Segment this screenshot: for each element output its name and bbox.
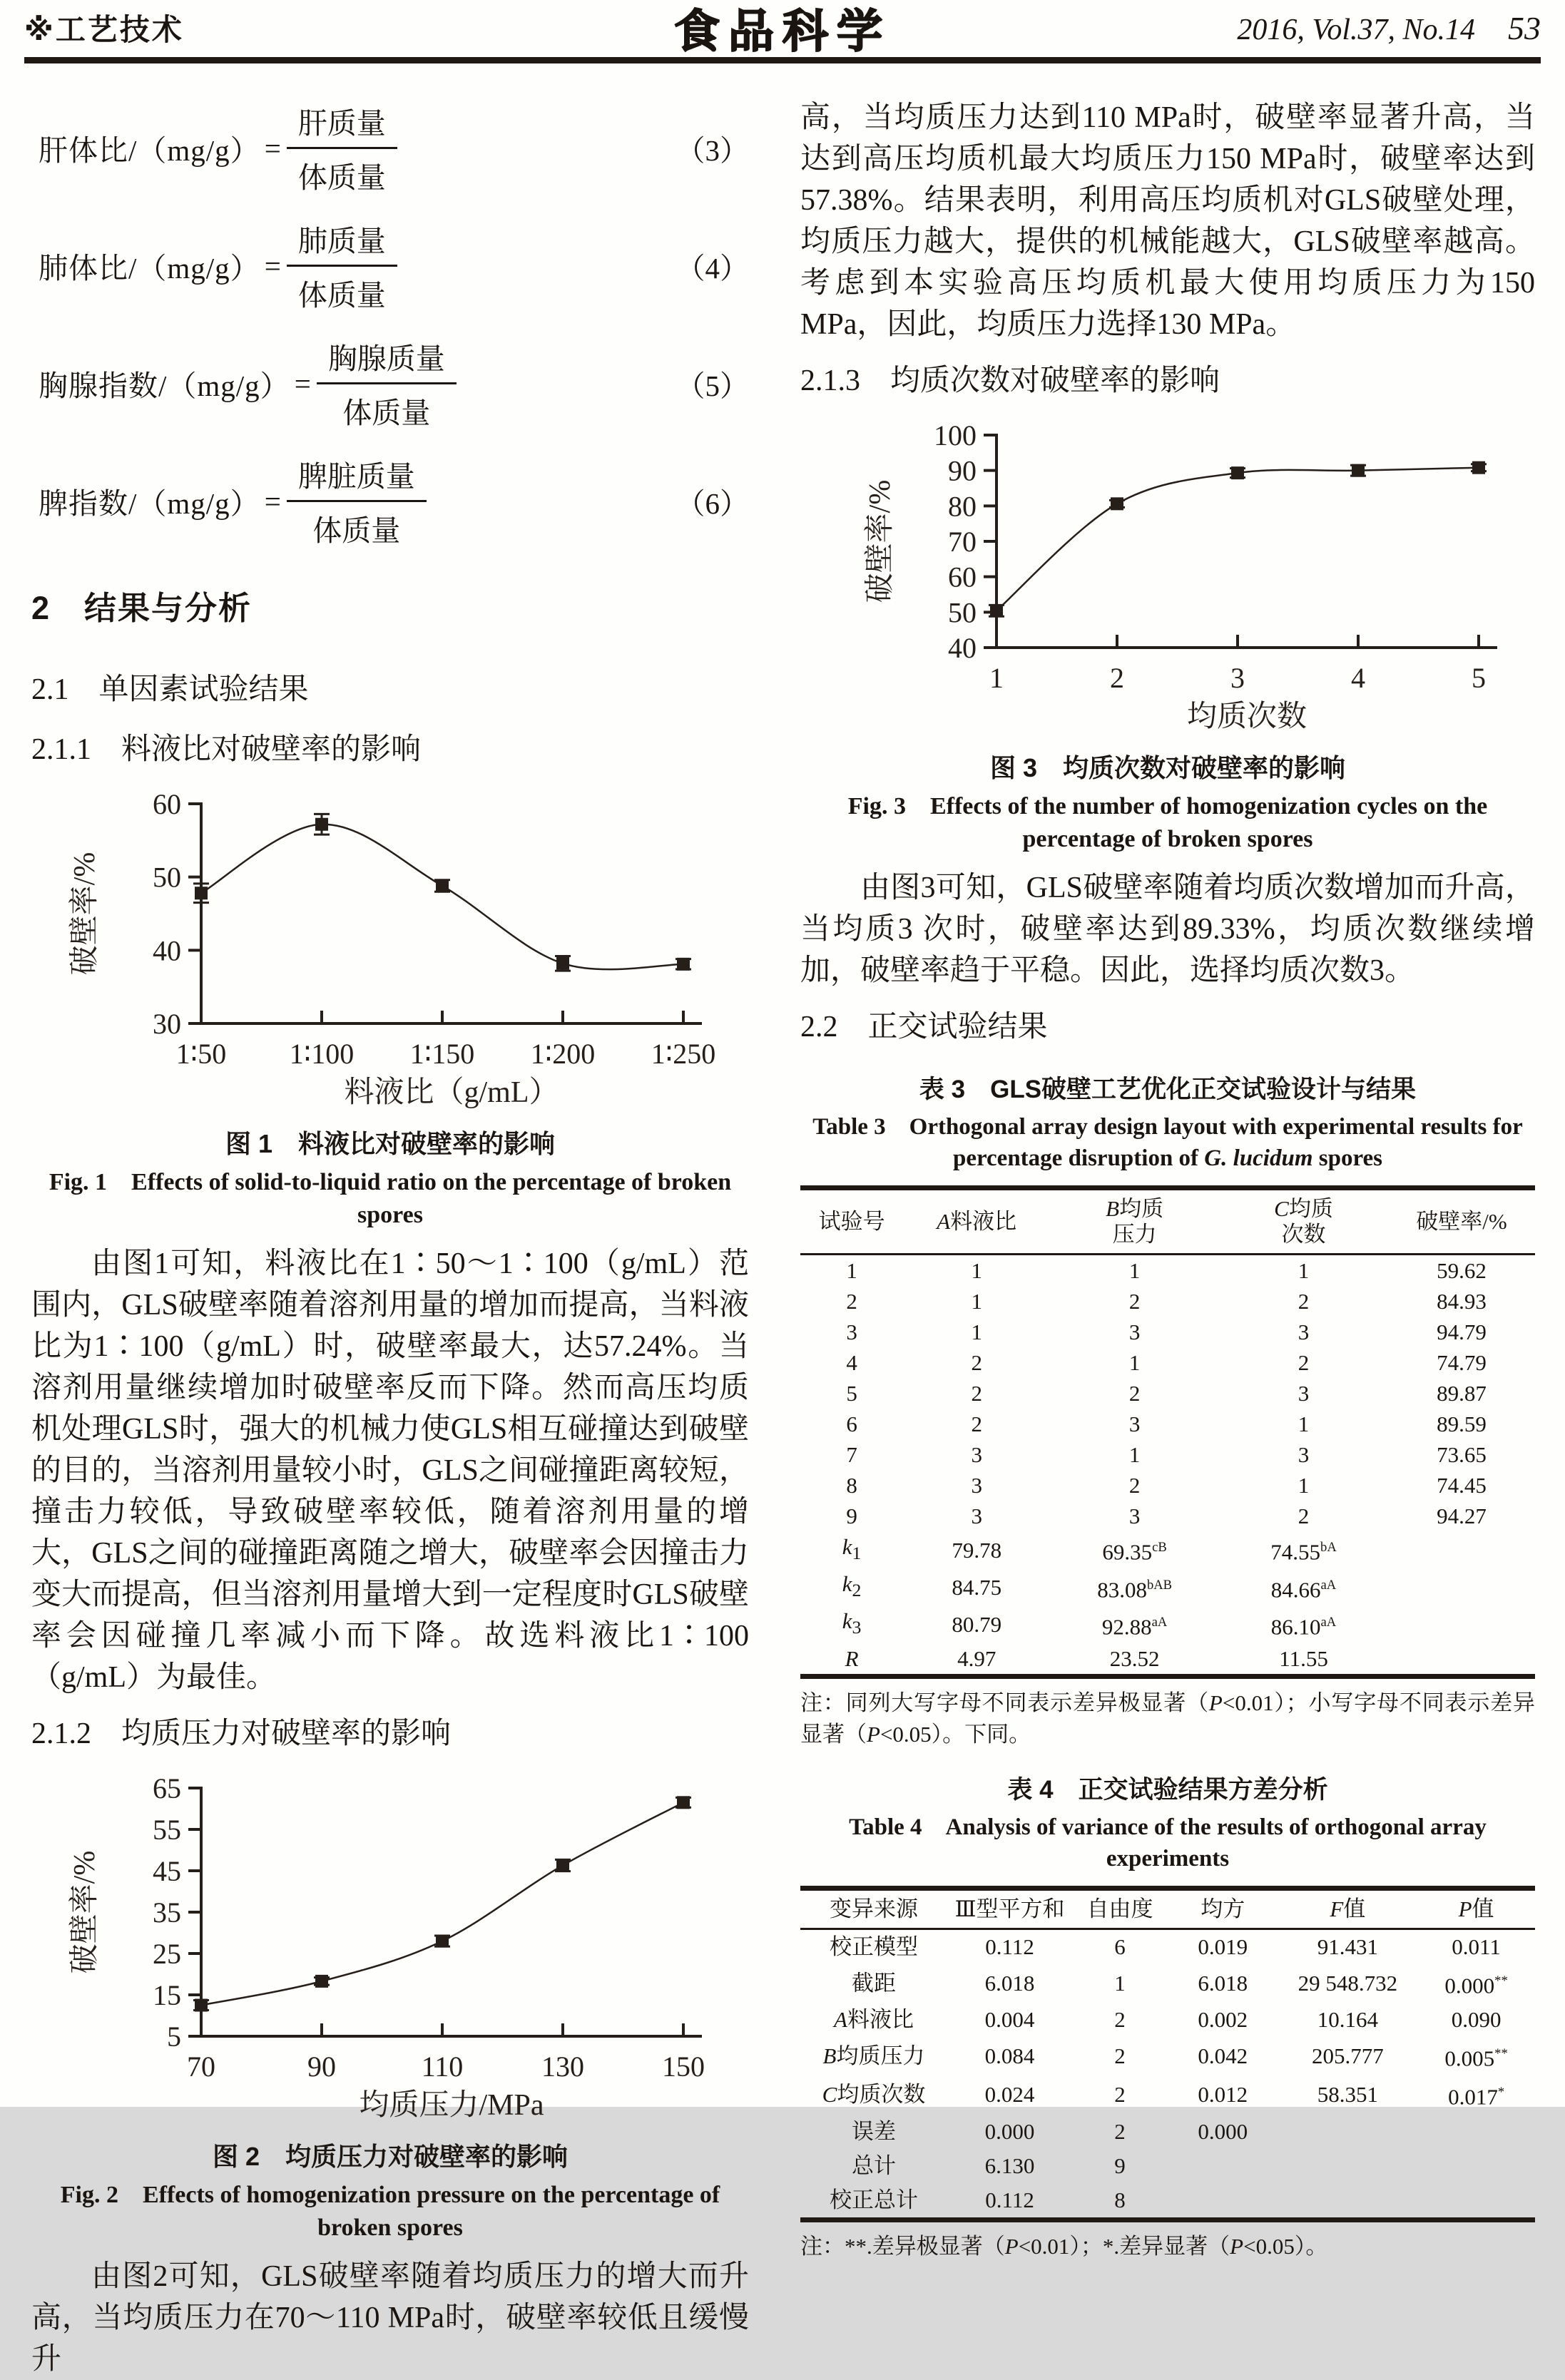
header-rule	[24, 57, 1541, 63]
paragraph-fig3-discussion: 由图3可知，GLS破壁率随着均质次数增加而升高，当均质3 次时，破壁率达到89.33%，均质次数继续增加，破壁率趋于平稳。因此，选择均质次数3。	[800, 872, 1535, 987]
table-cell: $k_2$	[842, 1571, 862, 1601]
table-cell: 6	[1114, 1934, 1126, 1959]
table-row	[800, 2075, 1535, 2114]
table-row	[800, 1347, 1535, 1378]
table-cell: 2	[1114, 2043, 1126, 2069]
table-cell: 0.017*	[1448, 2084, 1505, 2110]
error-bars	[193, 1797, 691, 2010]
table-cell: 总计	[852, 2152, 896, 2178]
x-axis-title: 均质次数	[1186, 700, 1307, 733]
y-axis-title: 破壁率/%	[68, 852, 101, 976]
table-cell	[1168, 2183, 1278, 2220]
table-cell: $92.88^{aA}$	[1101, 1614, 1168, 1640]
svg-text:5: 5	[1472, 662, 1486, 694]
table-row	[800, 1605, 1535, 1643]
table-cell: 1	[846, 1258, 857, 1283]
equation-number: （3）	[676, 134, 749, 167]
page-header	[24, 6, 1541, 57]
table-cell	[1278, 2149, 1417, 2183]
table-cell: 2	[971, 1411, 982, 1436]
orthogonal-design-table	[800, 1185, 1535, 1679]
svg-text:5: 5	[167, 2021, 181, 2053]
formula	[39, 453, 749, 549]
table-cell: 1	[1298, 1473, 1310, 1498]
table-cell	[1417, 2149, 1535, 2183]
table-row	[800, 1286, 1535, 1317]
svg-text:110: 110	[421, 2050, 464, 2083]
figure-2	[31, 1762, 749, 2244]
svg-text:45: 45	[153, 1855, 181, 1887]
table-cell: 0.004	[984, 2006, 1035, 2032]
data-point-markers	[195, 1796, 690, 2011]
table-cell: 3	[1128, 1411, 1141, 1436]
formula-lhs: 肝体比/（mg/g）	[39, 134, 260, 167]
fraction-numerator: 胸腺质量	[317, 335, 457, 384]
table-cell: 2	[971, 1350, 982, 1375]
table-cell: $k_1$	[842, 1534, 862, 1564]
table-cell: 3	[1128, 1319, 1141, 1344]
axes	[188, 1787, 702, 2036]
table-3-caption-en: Table 3 Orthogonal array design layout with experimental results for percentage disruption of G. lucidum spores	[812, 1114, 1523, 1171]
svg-text:60: 60	[948, 561, 977, 593]
svg-text:55: 55	[153, 1814, 181, 1846]
equals-sign: =	[264, 131, 281, 165]
svg-text:80: 80	[948, 490, 977, 523]
table-cell: 2	[1128, 1381, 1141, 1406]
table-cell: 1	[1114, 1970, 1126, 1996]
table-cell: $k_3$	[842, 1608, 862, 1638]
table-3-block	[800, 1070, 1535, 1750]
svg-text:40: 40	[153, 934, 181, 967]
table-cell: 校正模型	[830, 1934, 918, 1959]
fraction	[287, 218, 397, 314]
table-row	[800, 1929, 1535, 1964]
paragraph-fig1-discussion: 由图1可知，料液比在1∶50～1∶100（g/mL）范围内，GLS破壁率随着溶剂用量的增加而提高，当料液比为1∶100（g/mL）时，破壁率最大，达57.24%。当溶剂用量继续增加时破壁率反而下降。然而高压均质机处理GLS时，强大的机械力使GLS相互碰撞达到破壁的目的，当溶剂用量较小时，GLS之间碰撞距离较短，撞击力较低，导致破壁率较低，随着溶剂用量的增大，GLS之间的碰撞距离随之增大，破壁率会因撞击力变大而提高，但当溶剂用量增大到一定程度时GLS破壁率会因碰撞几率减小而下降。故选料液比1∶100（g/mL）为最佳。	[31, 1247, 749, 1694]
table-cell: 91.431	[1317, 1934, 1378, 1959]
table-row	[800, 1531, 1535, 1568]
svg-text:4: 4	[1351, 662, 1365, 694]
table-cell: 2	[1298, 1289, 1310, 1314]
table-cell: 3	[1298, 1319, 1310, 1344]
data-point-markers	[990, 461, 1485, 618]
section-tag: ※工艺技术	[24, 13, 184, 46]
svg-text:1∶50: 1∶50	[175, 1038, 227, 1070]
fraction-denominator: 体质量	[342, 397, 431, 429]
table-row	[800, 2149, 1535, 2183]
svg-text:100: 100	[934, 419, 977, 451]
table-cell: 4.97	[957, 1645, 996, 1671]
column-header: F值	[1278, 1888, 1417, 1929]
table-cell: 3	[971, 1503, 982, 1528]
table-cell: 2	[846, 1289, 857, 1314]
svg-text:15: 15	[153, 1979, 181, 2011]
table-row	[800, 1643, 1535, 1677]
column-header: Ⅲ型平方和	[947, 1888, 1072, 1929]
table-cell: 0.002	[1198, 2006, 1248, 2032]
table-cell: 8	[1114, 2187, 1126, 2212]
svg-text:60: 60	[153, 788, 181, 820]
error-bars	[193, 814, 691, 971]
table-cell: $83.08^{bAB}$	[1097, 1576, 1173, 1602]
table-cell: 74.45	[1437, 1473, 1487, 1498]
axes	[984, 434, 1497, 648]
equals-sign: =	[264, 484, 281, 518]
table-cell: 6.018	[1198, 1970, 1248, 1996]
table-cell	[1388, 1531, 1535, 1568]
table-cell: $84.66^{aA}$	[1270, 1576, 1337, 1602]
table-cell: 11.55	[1279, 1645, 1328, 1671]
error-bars	[989, 464, 1487, 617]
figure-1-caption-cn: 图 1 料液比对破壁率的影响	[225, 1129, 556, 1158]
table-cell: 3	[1298, 1442, 1310, 1467]
table-cell: 1	[1128, 1258, 1141, 1283]
table-cell: 0.011	[1452, 1934, 1501, 1959]
column-header: 自由度	[1072, 1888, 1168, 1929]
table-cell: 89.59	[1437, 1411, 1487, 1436]
fraction	[287, 100, 397, 196]
svg-text:70: 70	[187, 2050, 215, 2083]
svg-text:90: 90	[307, 2050, 336, 2083]
left-column	[31, 76, 749, 2380]
table-cell: 1	[1298, 1258, 1310, 1283]
table-row	[800, 1255, 1535, 1287]
svg-text:150: 150	[662, 2050, 705, 2083]
y-axis-title: 破壁率/%	[864, 479, 897, 603]
formula	[39, 218, 749, 314]
data-series-line	[201, 1802, 683, 2005]
axes	[188, 802, 702, 1023]
table-cell: 2	[1114, 2118, 1126, 2144]
fraction-denominator: 体质量	[297, 279, 386, 312]
data-series-line	[996, 468, 1479, 611]
table-cell: 0.024	[984, 2082, 1035, 2108]
table-cell	[1278, 2183, 1417, 2220]
table-cell: 0.005**	[1444, 2046, 1508, 2071]
table-cell: 8	[846, 1473, 857, 1498]
formula-lhs: 胸腺指数/（mg/g）	[39, 369, 290, 402]
table-cell: 0.000**	[1444, 1972, 1508, 1998]
equation-number: （6）	[676, 487, 749, 520]
axis-labels	[68, 1772, 705, 2122]
table-cell: 2	[1114, 2006, 1126, 2032]
svg-text:70: 70	[948, 526, 977, 558]
table-cell: 0.012	[1198, 2082, 1248, 2108]
figure-1	[31, 778, 749, 1232]
table-cell: 0.042	[1198, 2043, 1248, 2069]
table-cell: 0.112	[985, 2187, 1034, 2212]
table-cell: 84.75	[952, 1574, 1002, 1600]
data-table	[800, 1185, 1535, 1679]
table-row	[800, 1501, 1535, 1531]
table-cell	[1388, 1605, 1535, 1643]
formula	[39, 100, 749, 196]
table-cell: 29 548.732	[1298, 1970, 1398, 1996]
table-cell: 6.130	[984, 2152, 1035, 2178]
table-cell	[1168, 2149, 1278, 2183]
table-cell: 89.87	[1437, 1381, 1487, 1406]
column-header: 变异来源	[800, 1888, 947, 1929]
svg-text:65: 65	[153, 1772, 181, 1804]
table-row	[800, 1568, 1535, 1605]
table-cell: 6.018	[984, 1970, 1035, 1996]
table-cell: 2	[1298, 1503, 1310, 1528]
data-series-line	[201, 824, 683, 969]
table-cell: A料液比	[834, 2006, 914, 2032]
x-axis-title: 均质压力/MPa	[359, 2089, 544, 2122]
table-cell: 74.79	[1437, 1350, 1487, 1375]
figure-3-captions	[800, 748, 1535, 856]
table-cell: 2	[971, 1381, 982, 1406]
table-cell: 7	[846, 1442, 857, 1467]
table-cell: 10.164	[1317, 2006, 1378, 2032]
fraction	[287, 453, 427, 549]
x-axis-title: 料液比（g/mL）	[344, 1076, 559, 1109]
svg-text:1∶150: 1∶150	[409, 1038, 475, 1070]
heading-pressure-effect: 2.1.2 均质压力对破壁率的影响	[31, 1717, 452, 1750]
table-cell: 1	[1128, 1442, 1141, 1467]
cycles-line-chart	[811, 409, 1524, 748]
table-cell: 1	[971, 1319, 982, 1344]
table-cell: 0.084	[984, 2043, 1035, 2069]
table-cell: 84.93	[1437, 1289, 1487, 1314]
svg-text:1∶100: 1∶100	[289, 1038, 355, 1070]
fraction-numerator: 脾脏质量	[287, 453, 427, 502]
journal-logo: 食品科学	[674, 6, 891, 57]
table-cell: 3	[971, 1473, 982, 1498]
table-cell: 3	[846, 1319, 857, 1344]
axis-labels	[68, 788, 715, 1109]
fraction-denominator: 体质量	[297, 161, 386, 194]
table-cell: 误差	[852, 2118, 896, 2144]
table-cell: 2	[1128, 1289, 1141, 1314]
column-header: B均质 压力	[1050, 1188, 1219, 1255]
table-cell: 9	[846, 1503, 857, 1528]
equation-number: （4）	[676, 252, 749, 285]
volume-issue: 2016, Vol.37, No.14	[1237, 13, 1475, 46]
svg-text:1: 1	[989, 662, 1004, 694]
formula-block	[31, 100, 749, 549]
table-cell: 3	[1298, 1381, 1310, 1406]
column-header: A料液比	[903, 1188, 1050, 1255]
figure-1-caption-en: Fig. 1 Effects of solid-to-liquid ratio on the percentage of broken spores	[49, 1169, 732, 1228]
svg-text:30: 30	[153, 1008, 181, 1040]
svg-text:35: 35	[153, 1896, 181, 1929]
table-cell: 2	[1128, 1473, 1141, 1498]
table-cell	[1278, 2115, 1417, 2149]
column-header: 破壁率/%	[1388, 1188, 1535, 1255]
table-cell: 1	[1298, 1411, 1310, 1436]
table-row	[800, 2037, 1535, 2075]
table-cell: 94.79	[1437, 1319, 1487, 1344]
figure-2-caption-cn: 图 2 均质压力对破壁率的影响	[212, 2142, 569, 2171]
table-row	[800, 1964, 1535, 2003]
line-chart-svg	[51, 1762, 729, 2133]
column-header: C均质 次数	[1219, 1188, 1388, 1255]
svg-text:25: 25	[153, 1938, 181, 1970]
table-cell: 58.351	[1317, 2082, 1378, 2108]
table-cell: C均质次数	[822, 2082, 926, 2108]
svg-text:1∶200: 1∶200	[530, 1038, 596, 1070]
table-cell	[1388, 1568, 1535, 1605]
table-cell: 0.112	[985, 1934, 1034, 1959]
ratio-line-chart	[51, 778, 729, 1124]
svg-text:130: 130	[541, 2050, 584, 2083]
table-cell	[1417, 2183, 1535, 2220]
page-number: 53	[1508, 9, 1541, 46]
formula-lhs: 脾指数/（mg/g）	[39, 487, 260, 520]
equals-sign: =	[264, 249, 281, 282]
data-table	[800, 1886, 1535, 2222]
paragraph-fig2-discussion-start: 由图2可知，GLS破壁率随着均质压力的增大而升高，当均质压力在70～110 MPa时，破壁率较低且缓慢升	[31, 2260, 749, 2376]
svg-text:50: 50	[153, 861, 181, 894]
pressure-line-chart	[51, 1762, 729, 2137]
table-row	[800, 2115, 1535, 2149]
line-chart-svg	[51, 778, 729, 1120]
table-cell: 0.000	[984, 2118, 1035, 2144]
table-cell: 0.019	[1198, 1934, 1248, 1959]
table-row	[800, 1439, 1535, 1470]
equals-sign: =	[294, 367, 311, 400]
table-cell: 3	[1128, 1503, 1141, 1528]
table-cell: 校正总计	[830, 2187, 918, 2212]
fraction	[317, 335, 457, 431]
table-3-caption-cn: 表 3 GLS破壁工艺优化正交试验设计与结果	[919, 1076, 1417, 1103]
table-cell: 0.000	[1198, 2118, 1248, 2144]
table-4-block	[800, 1770, 1535, 2262]
column-header: 试验号	[800, 1188, 903, 1255]
fraction-numerator: 肝质量	[287, 100, 397, 149]
heading-results: 2 结果与分析	[31, 590, 253, 626]
table-cell: 73.65	[1437, 1442, 1487, 1467]
table-row	[800, 1378, 1535, 1409]
formula	[39, 335, 749, 431]
svg-text:2: 2	[1110, 662, 1124, 694]
formula-lhs: 肺体比/（mg/g）	[39, 252, 260, 285]
table-cell: 0.090	[1451, 2006, 1502, 2032]
figure-1-captions	[31, 1124, 749, 1232]
paragraph-fig2-discussion-cont: 高，当均质压力达到110 MPa时，破壁率显著升高，当达到高压均质机最大均质压力150 MPa时，破壁率达到57.38%。结果表明，利用高压均质机对GLS破壁处理，均质压力越大，提供的机械能越大，GLS破壁率越高。考虑到本实验高压均质机最大使用均质压力为150 MPa，因此，均质压力选择130 MPa。	[800, 101, 1535, 341]
table-cell: 9	[1114, 2152, 1126, 2178]
figure-2-caption-en: Fig. 2 Effects of homogenization pressure on the percentage of broken spores	[60, 2182, 720, 2241]
heading-orthogonal-results: 2.2 正交试验结果	[800, 1011, 1048, 1043]
heading-ratio-effect: 2.1.1 料液比对破壁率的影响	[31, 733, 422, 766]
column-header: 均方	[1168, 1888, 1278, 1929]
table-cell: 1	[1128, 1350, 1141, 1375]
table-4-caption-cn: 表 4 正交试验结果方差分析	[1007, 1775, 1328, 1804]
figure-2-captions	[31, 2137, 749, 2244]
table-cell	[1388, 1643, 1535, 1677]
table-row	[800, 2183, 1535, 2220]
svg-text:3: 3	[1230, 662, 1245, 694]
table-cell: 23.52	[1109, 1645, 1160, 1671]
heading-single-factor: 2.1 单因素试验结果	[31, 673, 309, 706]
figure-3	[800, 409, 1535, 856]
table-cell: 1	[971, 1258, 982, 1283]
table-3-note: 注：同列大写字母不同表示差异极显著（P<0.01）；小写字母不同表示差异显著（P<0.05）。下同。	[800, 1690, 1536, 1747]
anova-table	[800, 1886, 1535, 2222]
table-cell: 5	[846, 1381, 857, 1406]
table-cell: 205.777	[1311, 2043, 1384, 2069]
table-cell: 3	[971, 1442, 982, 1467]
fraction-numerator: 肺质量	[287, 218, 397, 267]
table-row	[800, 1470, 1535, 1501]
fraction-denominator: 体质量	[312, 514, 401, 547]
table-cell: 2	[1114, 2082, 1126, 2108]
table-row	[800, 2003, 1535, 2037]
table-cell: 1	[971, 1289, 982, 1314]
table-cell: 4	[846, 1350, 857, 1375]
data-point-markers	[195, 818, 690, 971]
equation-number: （5）	[676, 369, 749, 402]
table-cell: $86.10^{aA}$	[1270, 1614, 1337, 1640]
table-4-note: 注：**.差异极显著（P<0.01）；*.差异显著（P<0.05）。	[800, 2233, 1328, 2259]
svg-text:40: 40	[948, 632, 977, 664]
heading-cycles-effect: 2.1.3 均质次数对破壁率的影响	[800, 364, 1220, 397]
svg-text:90: 90	[948, 454, 977, 487]
line-chart-svg	[811, 409, 1524, 745]
svg-text:50: 50	[948, 596, 977, 629]
axis-labels	[863, 419, 1486, 733]
table-cell: 79.78	[952, 1537, 1002, 1563]
issue-info	[1237, 9, 1541, 47]
figure-3-caption-cn: 图 3 均质次数对破壁率的影响	[989, 753, 1346, 782]
table-row	[800, 1317, 1535, 1347]
table-cell: 截距	[852, 1970, 896, 1996]
table-row	[800, 1409, 1535, 1439]
column-header: P值	[1417, 1888, 1535, 1929]
table-cell: R	[845, 1645, 859, 1671]
table-cell: 6	[846, 1411, 857, 1436]
table-cell	[1417, 2115, 1535, 2149]
table-cell: 80.79	[952, 1611, 1002, 1637]
y-axis-title: 破壁率/%	[68, 1850, 101, 1974]
table-cell: 59.62	[1437, 1258, 1487, 1283]
table-4-caption-en: Table 4 Analysis of variance of the results of orthogonal array experiments	[849, 1814, 1487, 1871]
table-cell: $69.35^{cB}$	[1102, 1539, 1167, 1565]
svg-text:1∶250: 1∶250	[651, 1038, 716, 1070]
table-cell: B均质压力	[822, 2043, 925, 2069]
figure-3-caption-en: Fig. 3 Effects of the number of homogenization cycles on the percentage of broken spores	[847, 793, 1488, 852]
table-cell: 2	[1298, 1350, 1310, 1375]
right-column	[800, 76, 1535, 2262]
table-cell: 94.27	[1437, 1503, 1487, 1528]
table-cell: $74.55^{bA}$	[1270, 1539, 1337, 1565]
